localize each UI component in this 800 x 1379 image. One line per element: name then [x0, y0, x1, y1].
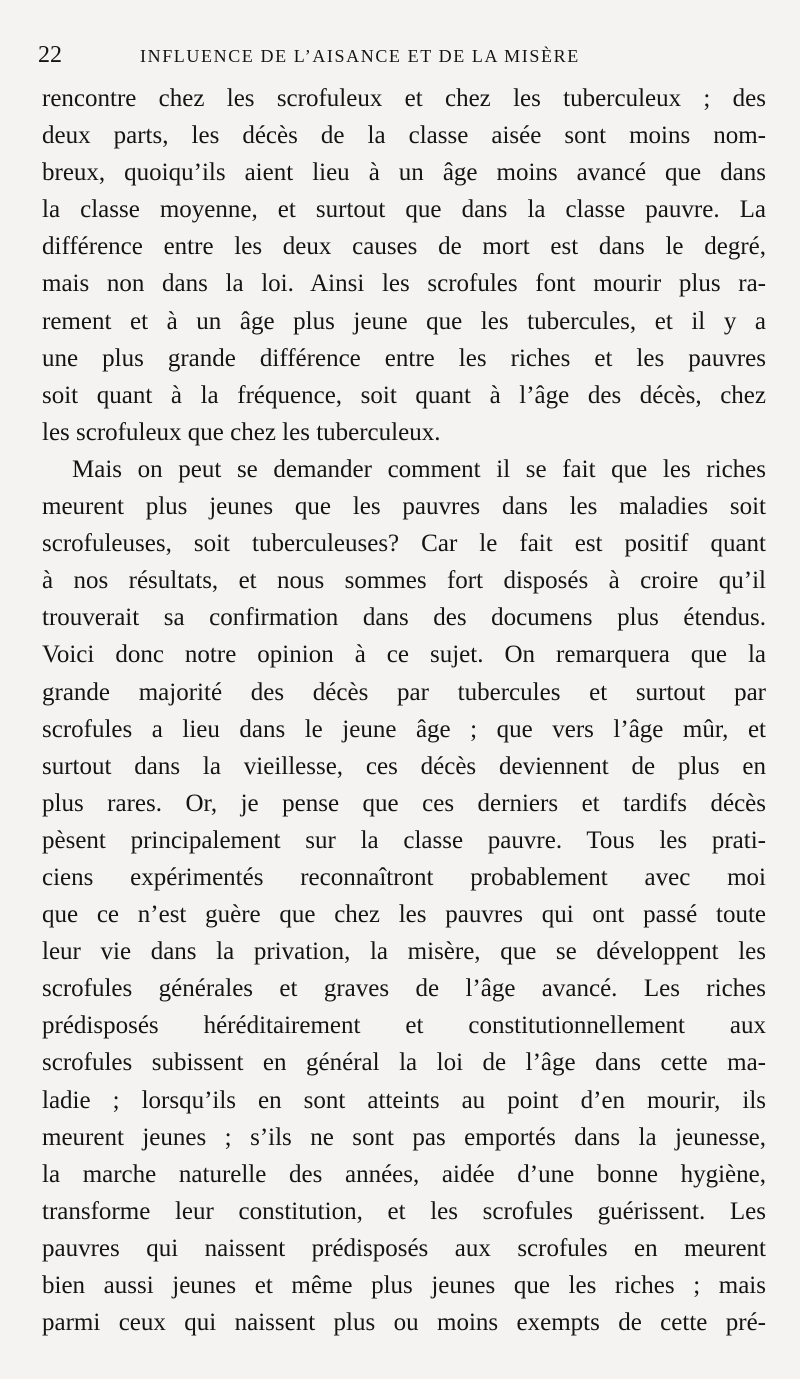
text-line: surtout dans la vieillesse, ces décès deviennent de plus en — [42, 752, 766, 780]
running-title: INFLUENCE DE L’AISANCE ET DE LA MISÈRE — [140, 46, 580, 66]
text-line: rement et à un âge plus jeune que les tubercules, et il y a — [42, 307, 766, 335]
text-line: leur vie dans la privation, la misère, que se développent les — [42, 938, 766, 966]
text-line: meurent plus jeunes que les pauvres dans les maladies soit — [42, 493, 766, 521]
text-line: ciens expérimentés reconnaîtront probablement avec moi — [42, 863, 766, 891]
text-line: différence entre les deux causes de mort est dans le degré, — [42, 233, 766, 261]
text-line: une plus grande différence entre les riches et les pauvres — [42, 344, 766, 372]
text-line: pèsent principalement sur la classe pauvre. Tous les prati- — [42, 826, 766, 854]
text-line: soit quant à la fréquence, soit quant à l’âge des décès, chez — [42, 381, 766, 409]
paragraph-end-line: les scrofuleux que chez les tuberculeux. — [42, 418, 441, 446]
text-line: grande majorité des décès par tubercules et surtout par — [42, 678, 766, 706]
text-line: la classe moyenne, et surtout que dans la classe pauvre. La — [42, 196, 766, 224]
text-line: scrofules a lieu dans le jeune âge ; que vers l’âge mûr, et — [42, 715, 766, 743]
running-header — [30, 40, 770, 74]
text-line: plus rares. Or, je pense que ces derniers et tardifs décès — [42, 789, 766, 817]
text-line: transforme leur constitution, et les scrofules guérissent. Les — [42, 1197, 766, 1225]
text-line: prédisposés héréditairement et constitutionnellement aux — [42, 1012, 766, 1040]
text-line: que ce n’est guère que chez les pauvres qui ont passé toute — [42, 901, 766, 929]
text-line: breux, quoiqu’ils aient lieu à un âge moins avancé que dans — [42, 159, 766, 187]
text-line: parmi ceux qui naissent plus ou moins exempts de cette pré- — [42, 1309, 766, 1337]
text-line: deux parts, les décès de la classe aisée sont moins nom- — [42, 122, 766, 150]
text-line: bien aussi jeunes et même plus jeunes que les riches ; mais — [42, 1272, 766, 1299]
text-line: mais non dans la loi. Ainsi les scrofules font mourir plus ra- — [42, 270, 766, 298]
paragraph-start-line: Mais on peut se demander comment il se fait que les riches — [72, 455, 766, 483]
text-line: ladie ; lorsqu’ils en sont atteints au point d’en mourir, ils — [42, 1086, 766, 1114]
text-line: trouverait sa confirmation dans des documens plus étendus. — [42, 604, 766, 632]
text-line: rencontre chez les scrofuleux et chez les tuberculeux ; des — [42, 85, 766, 112]
text-line: pauvres qui naissent prédisposés aux scrofules en meurent — [42, 1234, 766, 1262]
text-line: scrofules subissent en général la loi de l’âge dans cette ma- — [42, 1049, 766, 1077]
text-line: meurent jeunes ; s’ils ne sont pas emportés dans la jeunesse, — [42, 1123, 766, 1151]
text-line: à nos résultats, et nous sommes fort disposés à croire qu’il — [42, 567, 766, 595]
text-line: la marche naturelle des années, aidée d’une bonne hygiène, — [42, 1160, 766, 1188]
body-text — [42, 80, 766, 1341]
text-line: scrofuleuses, soit tuberculeuses? Car le fait est positif quant — [42, 530, 766, 558]
text-line: scrofules générales et graves de l’âge avancé. Les riches — [42, 975, 766, 1003]
text-line: Voici donc notre opinion à ce sujet. On remarquera que la — [42, 641, 766, 669]
page-number: 22 — [38, 42, 62, 68]
